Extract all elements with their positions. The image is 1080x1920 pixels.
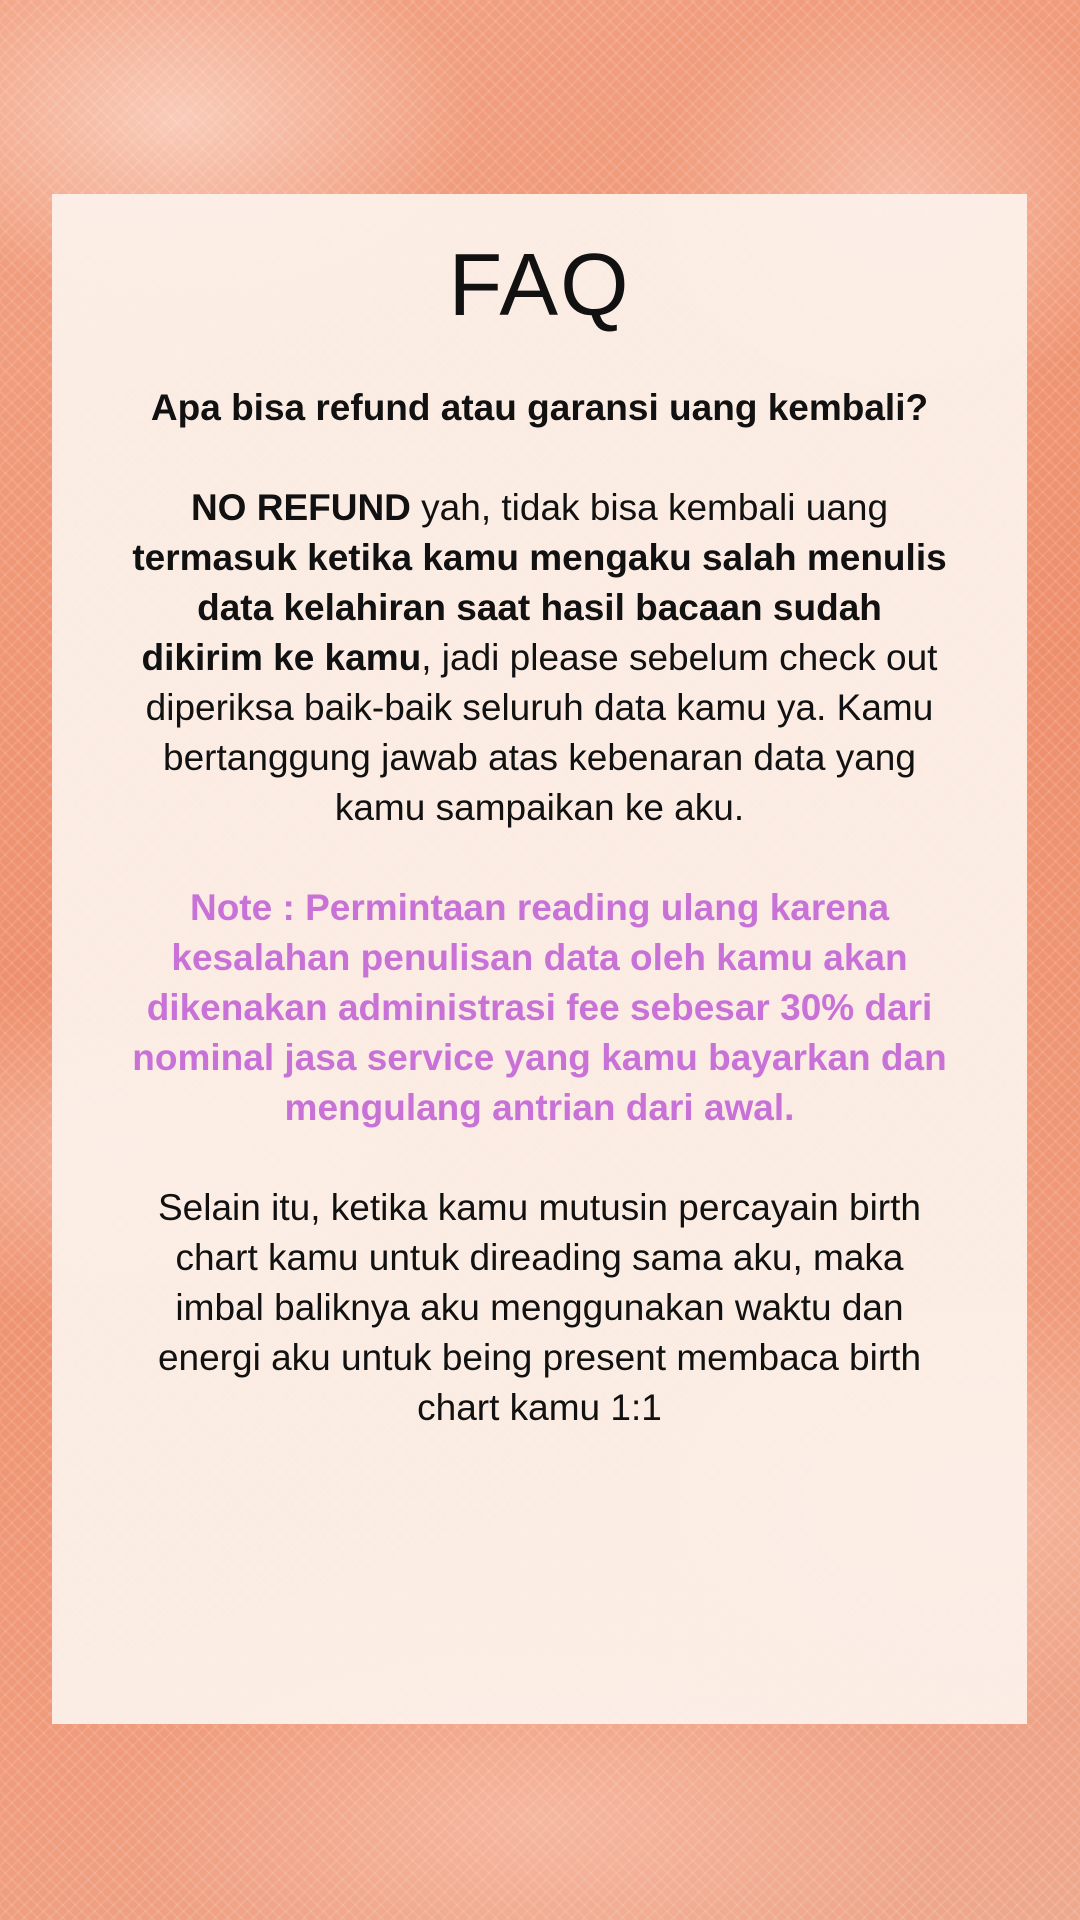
faq-note: Note : Permintaan reading ulang karena kesalahan penulisan data oleh kamu akan dikenakan administrasi fee sebesar 30% dari nominal jasa service yang kamu bayarkan dan mengulang antrian dari awal. [132,887,947,1129]
no-refund-label: NO REFUND [190,487,411,529]
faq-title: FAQ [448,235,631,334]
faq-card [52,194,1027,1724]
answer-text-1: yah, tidak bisa kembali uang [410,487,889,529]
answer-emphasis: termasuk ketika kamu mengaku salah menulis data kelahiran saat hasil bacaan sudah dikirim ke kamu [132,537,947,679]
faq-extra-text: Selain itu, ketika kamu mutusin percayain birth chart kamu untuk direading sama aku, maka imbal baliknya aku menggunakan waktu dan energi aku untuk being present membaca birth chart kamu 1:1 [157,1187,922,1429]
faq-answer [132,483,947,833]
faq-question: Apa bisa refund atau garansi uang kembali? [150,387,929,429]
answer-text-2: , jadi please sebelum check out diperiksa baik-baik seluruh data kamu ya. Kamu bertanggung jawab atas kebenaran data yang kamu sampaikan ke aku. [145,637,938,829]
